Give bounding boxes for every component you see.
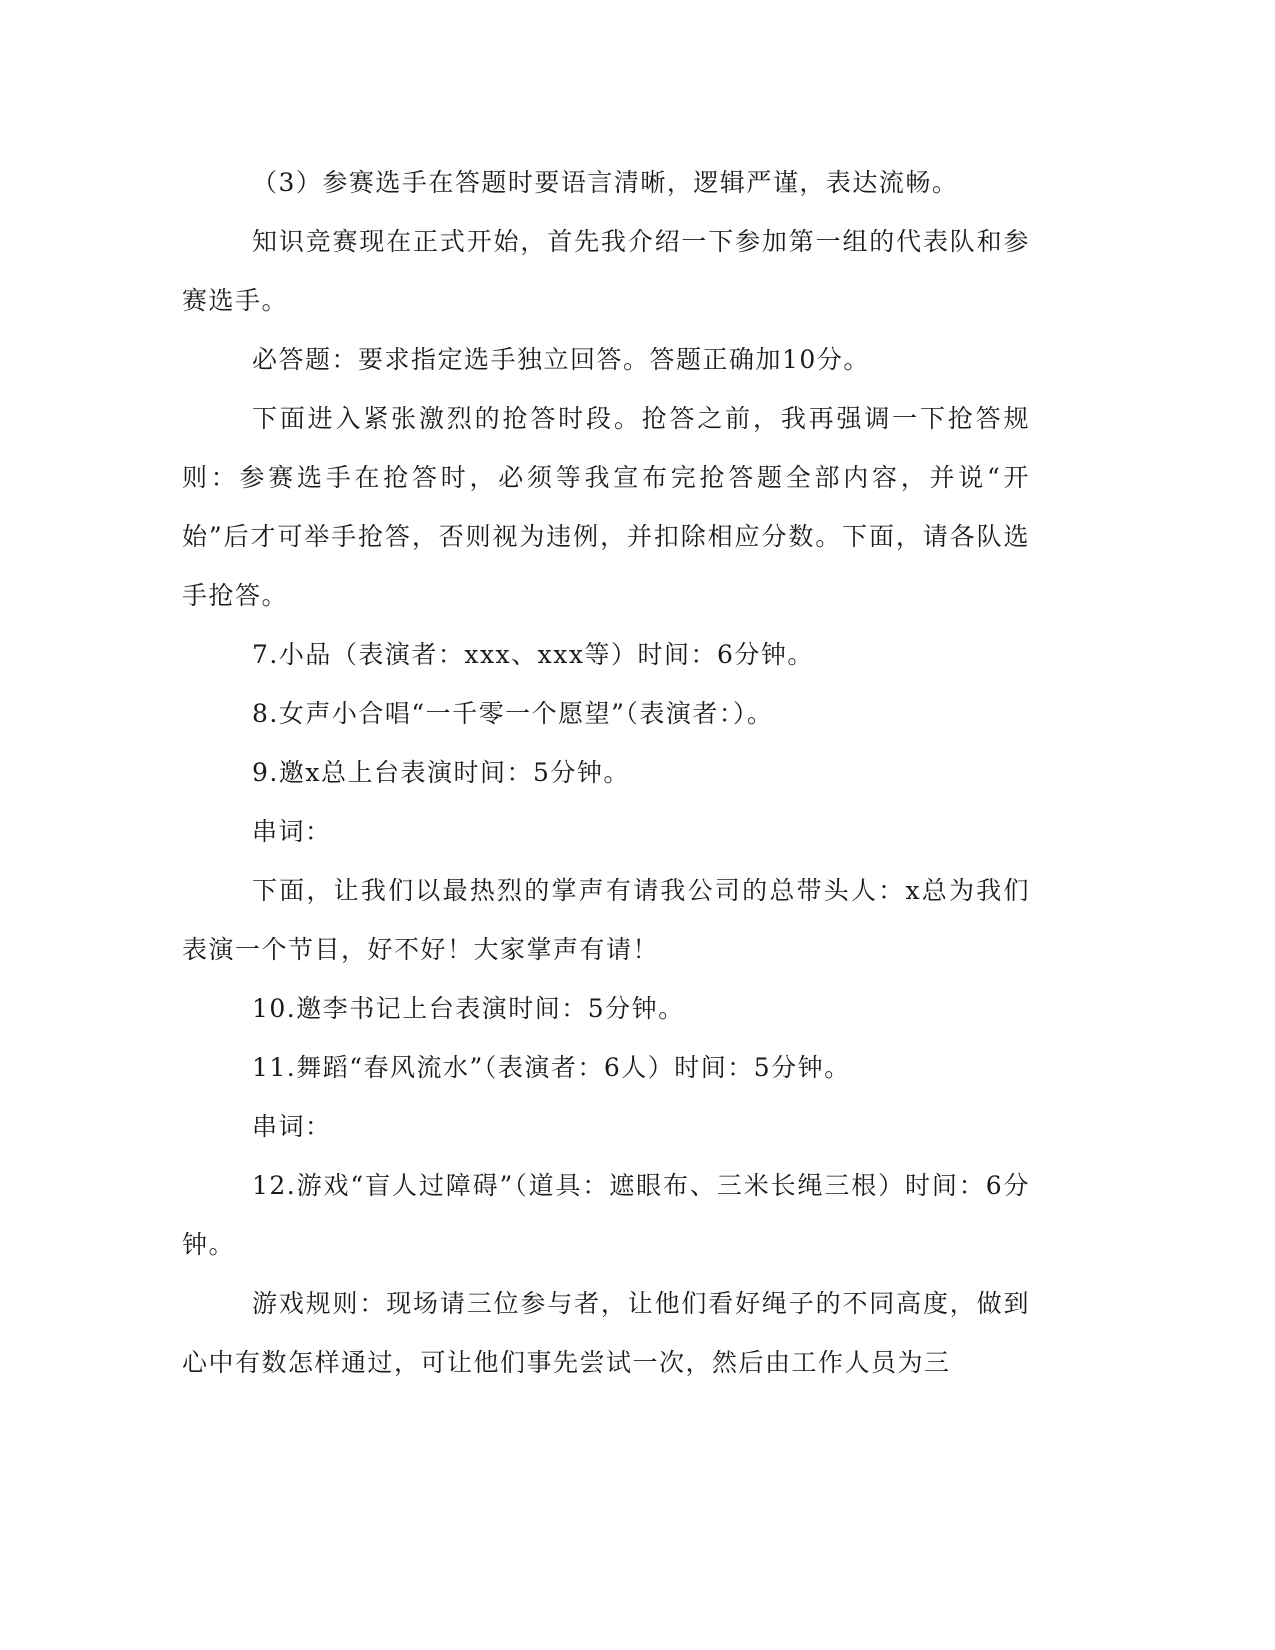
paragraph-rule-3: （3）参赛选手在答题时要语言清晰，逻辑严谨，表达流畅。 (252, 168, 959, 197)
paragraph-program-9: 9.邀x总上台表演时间：5分钟。 (252, 758, 630, 787)
paragraph-game-rules: 游戏规则：现场请三位参与者，让他们看好绳子的不同高度，做到心中有数怎样通过，可让他们事先尝试一次，然后由工作人员为三 (182, 1289, 1030, 1377)
paragraph-script-heading-1: 串词： (252, 817, 332, 846)
document-body (182, 153, 1030, 1392)
paragraph-program-10: 10.邀李书记上台表演时间：5分钟。 (252, 994, 685, 1023)
paragraph-script-heading-2: 串词： (252, 1112, 332, 1141)
paragraph-program-11: 11.舞蹈“春风流水”（表演者：6人）时间：5分钟。 (252, 1053, 851, 1082)
paragraph-program-12: 12.游戏“盲人过障碍”（道具：遮眼布、三米长绳三根）时间：6分钟。 (182, 1171, 1030, 1259)
paragraph-competition-start: 知识竞赛现在正式开始，首先我介绍一下参加第一组的代表队和参赛选手。 (182, 227, 1030, 315)
paragraph-required-questions: 必答题：要求指定选手独立回答。答题正确加10分。 (252, 345, 870, 374)
paragraph-script-1: 下面，让我们以最热烈的掌声有请我公司的总带头人：x总为我们表演一个节目，好不好！大家掌声有请！ (182, 876, 1030, 964)
paragraph-quick-answer-rules: 下面进入紧张激烈的抢答时段。抢答之前，我再强调一下抢答规则：参赛选手在抢答时，必须等我宣布完抢答题全部内容，并说“开始”后才可举手抢答，否则视为违例，并扣除相应分数。下面，请各队选手抢答。 (182, 404, 1030, 610)
paragraph-program-7: 7.小品（表演者：xxx、xxx等）时间：6分钟。 (252, 640, 814, 669)
paragraph-program-8: 8.女声小合唱“一千零一个愿望”（表演者：）。 (252, 699, 774, 728)
